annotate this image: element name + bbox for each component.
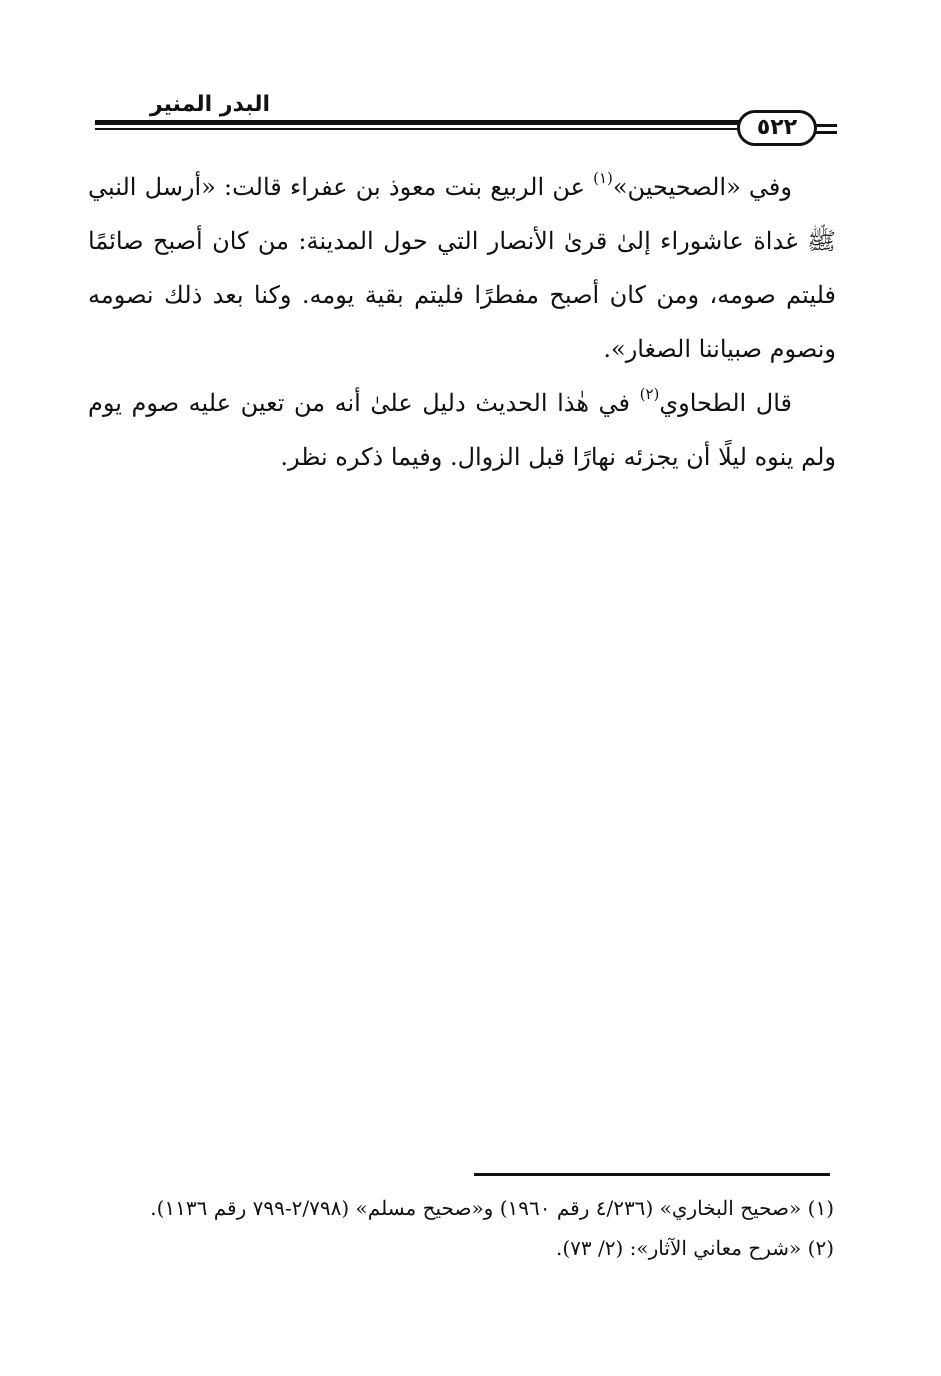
footnote-separator bbox=[474, 1173, 830, 1176]
header-rule-right-upper bbox=[815, 124, 837, 127]
running-title: البدر المنير bbox=[150, 92, 271, 117]
paragraph-tahawi bbox=[88, 376, 836, 484]
main-text bbox=[88, 160, 836, 484]
footnote-1: (١) «صحيح البخاري» (٤/٢٣٦ رقم ١٩٦٠) و«صحيح مسلم» (٢/٧٩٨-٧٩٩ رقم ١١٣٦). bbox=[150, 1196, 834, 1220]
footnotes bbox=[84, 1188, 834, 1268]
paragraph-tahawi-rest: في هٰذا الحديث دليل علىٰ أنه من تعين عليه صوم يوم ولم ينوه ليلًا أن يجزئه نهارًا قبل الزوال. وفيما ذكره نظر. bbox=[88, 389, 836, 471]
footnote-2: (٢) «شرح معاني الآثار»: (٢/ ٧٣). bbox=[556, 1236, 834, 1260]
header-rule-right-lower bbox=[815, 131, 837, 134]
paragraph-hadith bbox=[88, 160, 836, 376]
footnote-ref-1: (١) bbox=[593, 169, 613, 187]
header-rule-thin bbox=[95, 128, 745, 130]
paragraph-hadith-lead: وفي «الصحيحين» bbox=[612, 173, 792, 201]
header-rule-thick bbox=[95, 120, 745, 125]
page-number: ٥٢٢ bbox=[737, 110, 817, 146]
paragraph-tahawi-lead: قال الطحاوي bbox=[659, 389, 792, 417]
footnote-ref-2: (٢) bbox=[639, 385, 660, 403]
paragraph-hadith-rest: عن الربيع بنت معوذ بن عفراء قالت: «أرسل النبي ﷺ غداة عاشوراء إلىٰ قرىٰ الأنصار التي حول المدينة: من كان أصبح صائمًا فليتم صومه، ومن كان أصبح مفطرًا فليتم بقية يومه. وكنا بعد ذلك نصومه ونصوم صبياننا الصغار». bbox=[88, 173, 836, 363]
